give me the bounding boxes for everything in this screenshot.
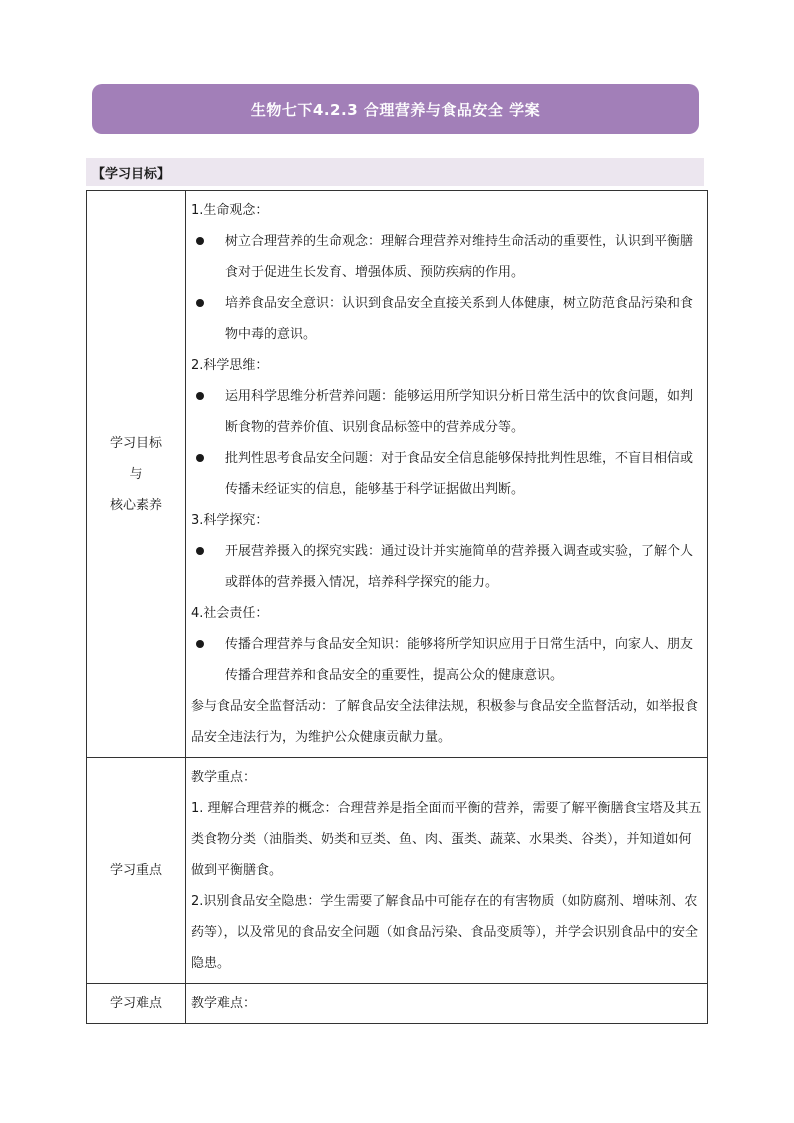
row-content-cell [186, 758, 708, 984]
bullet-dot-icon [196, 547, 204, 555]
row-label-line: 核心素养 [109, 497, 162, 513]
paragraph-text: 2.识别食品安全隐患：学生需要了解食品中可能存在的有害物质（如防腐剂、增味剂、农药等），以及常见的食品安全问题（如食品污染、食品变质等），并学会识别食品中的安全隐患。 [191, 894, 699, 971]
row-label-line: 与 [129, 466, 143, 482]
paragraph-text: 4.社会责任： [191, 606, 269, 621]
row-content-cell [186, 191, 708, 758]
bullet-text: 批判性思考食品安全问题：对于食品安全信息能够保持批判性思维，不盲目相信或传播未经证实的信息，能够基于科学证据做出判断。 [225, 451, 694, 497]
bullet-text: 开展营养摄入的探究实践：通过设计并实施简单的营养摄入调查或实验，了解个人或群体的营养摄入情况，培养科学探究的能力。 [225, 544, 694, 590]
bullet-item [191, 226, 702, 288]
row-label-line: 学习难点 [109, 996, 162, 1011]
learning-goals-table [86, 190, 708, 1024]
row-label-cell [87, 758, 186, 984]
row-label-cell [87, 191, 186, 758]
paragraph-text: 3.科学探究： [191, 513, 269, 528]
section-header-learning-goals: 【学习目标】 [86, 158, 704, 186]
bullet-dot-icon [196, 454, 204, 462]
row-key-points [87, 758, 708, 984]
bullet-text: 树立合理营养的生命观念：理解合理营养对维持生命活动的重要性，认识到平衡膳食对于促进生长发育、增强体质、预防疾病的作用。 [225, 234, 694, 280]
bullet-dot-icon [196, 640, 204, 648]
bullet-dot-icon [196, 237, 204, 245]
bullet-item [191, 288, 702, 350]
paragraph-text: 教学难点： [191, 996, 257, 1011]
row-content-cell [186, 984, 708, 1024]
paragraph-text: 1. 理解合理营养的概念：合理营养是指全面而平衡的营养，需要了解平衡膳食宝塔及其五类食物分类（油脂类、奶类和豆类、鱼、肉、蛋类、蔬菜、水果类、谷类），并知道如何做到平衡膳食。 [191, 801, 702, 878]
paragraph-text: 教学重点： [191, 770, 257, 785]
row-difficult-points [87, 984, 708, 1024]
bullet-text: 培养食品安全意识：认识到食品安全直接关系到人体健康，树立防范食品污染和食物中毒的意识。 [225, 296, 694, 342]
row-label-line: 学习目标 [109, 435, 162, 451]
row-label-cell [87, 984, 186, 1024]
row-goals-core-literacy [87, 191, 708, 758]
paragraph-text: 1.生命观念： [191, 203, 269, 218]
bullet-dot-icon [196, 299, 204, 307]
paragraph-text: 参与食品安全监督活动：了解食品安全法律法规，积极参与食品安全监督活动，如举报食品安全违法行为，为维护公众健康贡献力量。 [191, 699, 699, 745]
paragraph-text: 2.科学思维： [191, 358, 269, 373]
row-label-line: 学习重点 [109, 863, 162, 878]
page-title: 生物七下4.2.3 合理营养与食品安全 学案 [92, 84, 699, 134]
bullet-text: 传播合理营养与食品安全知识：能够将所学知识应用于日常生活中，向家人、朋友传播合理营养和食品安全的重要性，提高公众的健康意识。 [225, 637, 694, 683]
bullet-item [191, 629, 702, 691]
bullet-item [191, 381, 702, 443]
bullet-item [191, 536, 702, 598]
bullet-text: 运用科学思维分析营养问题：能够运用所学知识分析日常生活中的饮食问题，如判断食物的营养价值、识别食品标签中的营养成分等。 [225, 389, 694, 435]
table-body [87, 191, 708, 1024]
bullet-dot-icon [196, 392, 204, 400]
bullet-item [191, 443, 702, 505]
